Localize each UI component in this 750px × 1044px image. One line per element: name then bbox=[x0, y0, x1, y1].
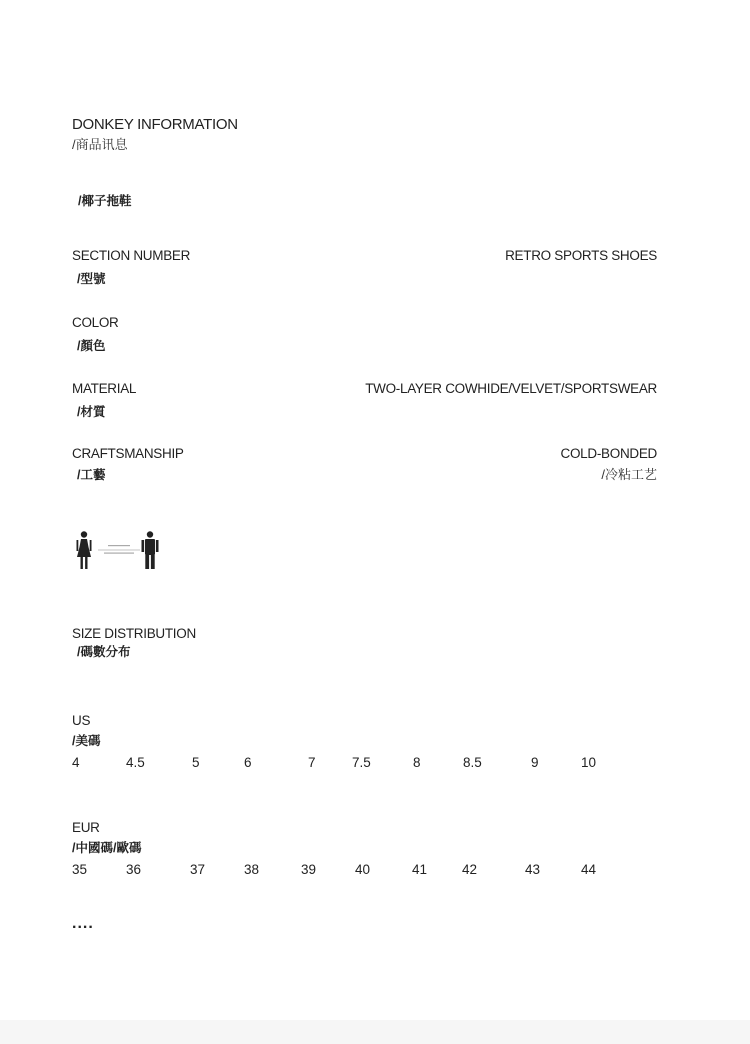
product-name: /椰子拖鞋 bbox=[78, 194, 132, 208]
size-value: 35 bbox=[72, 862, 88, 877]
section-number-value: RETRO SPORTS SHOES bbox=[505, 248, 657, 263]
craftsmanship-value-cn: /冷粘工艺 bbox=[601, 467, 657, 482]
size-value: 40 bbox=[355, 862, 371, 877]
size-distribution-label: SIZE DISTRIBUTION bbox=[72, 626, 196, 641]
size-value: 10 bbox=[581, 755, 597, 770]
size-value: 4 bbox=[72, 755, 80, 770]
material-value: TWO-LAYER COWHIDE/VELVET/SPORTSWEAR bbox=[365, 381, 657, 396]
size-value: 9 bbox=[531, 755, 539, 770]
size-distribution-label-cn: /碼數分布 bbox=[77, 645, 131, 659]
size-value: 4.5 bbox=[126, 755, 145, 770]
size-value: 44 bbox=[581, 862, 597, 877]
size-value: 43 bbox=[525, 862, 541, 877]
section-number-label: SECTION NUMBER bbox=[72, 248, 191, 263]
section-number-label-cn: /型號 bbox=[77, 272, 106, 286]
eur-size-label-cn: /中國碼/歐碼 bbox=[72, 841, 142, 855]
us-size-label: US bbox=[72, 713, 91, 728]
craftsmanship-value: COLD-BONDED bbox=[560, 446, 657, 461]
size-value: 36 bbox=[126, 862, 142, 877]
size-value: 38 bbox=[244, 862, 260, 877]
info-title: DONKEY INFORMATION bbox=[72, 116, 238, 133]
size-value: 8 bbox=[413, 755, 421, 770]
size-value: 37 bbox=[190, 862, 206, 877]
bottom-band bbox=[0, 1020, 750, 1044]
man-icon bbox=[140, 531, 160, 571]
us-size-row bbox=[72, 755, 632, 773]
craftsmanship-label: CRAFTSMANSHIP bbox=[72, 446, 184, 461]
color-label: COLOR bbox=[72, 315, 119, 330]
color-label-cn: /顏色 bbox=[77, 339, 106, 353]
size-value: 5 bbox=[192, 755, 200, 770]
size-value: 42 bbox=[462, 862, 478, 877]
size-value: 41 bbox=[412, 862, 428, 877]
eur-size-label: EUR bbox=[72, 820, 100, 835]
more-ellipsis: .... bbox=[72, 915, 94, 932]
craftsmanship-label-cn: /工藝 bbox=[77, 468, 106, 482]
size-value: 7 bbox=[308, 755, 316, 770]
size-value: 7.5 bbox=[352, 755, 371, 770]
size-value: 6 bbox=[244, 755, 252, 770]
info-subtitle: /商品讯息 bbox=[72, 137, 128, 152]
us-size-label-cn: /美碼 bbox=[72, 734, 101, 748]
eur-size-row bbox=[72, 862, 632, 880]
size-value: 8.5 bbox=[463, 755, 482, 770]
size-value: 39 bbox=[301, 862, 317, 877]
material-label-cn: /材質 bbox=[77, 405, 106, 419]
material-label: MATERIAL bbox=[72, 381, 137, 396]
